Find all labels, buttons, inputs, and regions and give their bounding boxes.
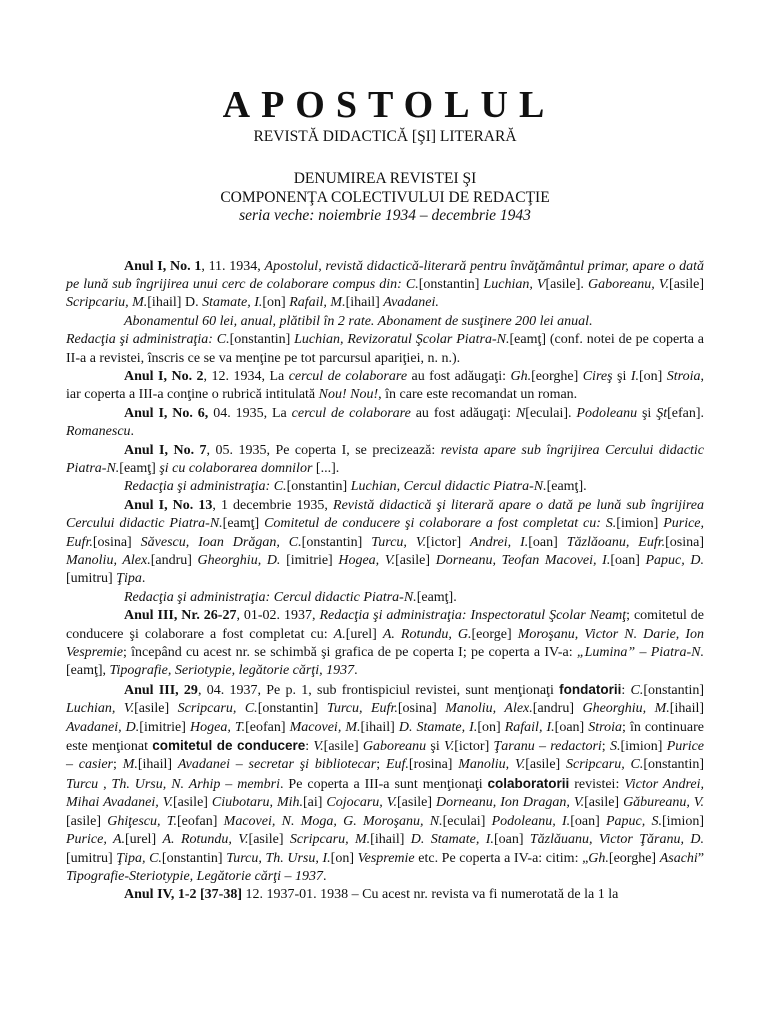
- entry-label: Anul III, Nr. 26-27: [124, 608, 237, 624]
- entry-paragraph: Anul I, No. 1, 11. 1934, Apostolul, revistă didactică-literară pentru învăţământul primar, apare o dată pe lună sub îngrijirea unui cerc de colaborare compus din: C.[onstantin] Luchian, V[asile]. Gaboreanu, V.[asile] Scripcariu, M.[ihail] D. Stamate, I.[on] Rafail, M.[ihail] Avadanei.: [66, 258, 705, 311]
- entry-paragraph: Redacţia şi administraţia: Cercul didactic Piatra-N.[eamţ].: [124, 589, 457, 605]
- heading-line-2: COMPONENŢA COLECTIVULUI DE REDACŢIE: [220, 188, 550, 206]
- entry-label: Anul IV, 1-2 [37-38]: [124, 887, 242, 903]
- collaborators-label: colaboratorii: [487, 775, 570, 791]
- entry-paragraph: Anul III, 29, 04. 1937, Pe p. 1, sub frontispiciul revistei, sunt menţionaţi fondatorii: C.[onstantin] Luchian, V.[asile] Scripcaru, C.[onstantin] Turcu, Eufr.[osina] Manoliu, Alex.[andru] Gheorghiu, M.[ihail] Avadanei, D.[imitrie] Hogea, T.[eofan] Macovei, M.[ihail] D. Stamate, I.[on] Rafail, I.[oan] Stroia; în continuare este menţionat comitetul de conducere: V.[asile] Gaboreanu şi V.[ictor] Ţaranu – redactori; S.[imion] Purice – casier; M.[ihail] Avadanei – secretar şi bibliotecar; Euf.[rosina] Manoliu, V.[asile] Scripcaru, C.[onstantin] Turcu , Th. Ursu, N. Arhip – membri. Pe coperta a III-a sunt menţionaţi colaboratorii revistei: Victor Andrei, Mihai Avadanei, V.[asile] Ciubotaru, Mih.[ai] Cojocaru, V.[asile] Dorneanu, Ion Dragan, V.[asile] Găbureanu, V.[asile] Ghiţescu, T.[eofan] Macovei, N. Moga, G. Moroşanu, N.[eculai] Podoleanu, I.[oan] Papuc, S.[imion] Purice, A.[urel] A. Rotundu, V.[asile] Scripcaru, M.[ihail] D. Stamate, I.[oan] Tăzlăuanu, Victor Ţăranu, D.[umitru] Ţipa, C.[onstantin] Turcu, Th. Ursu, I.[on] Vespremie etc. Pe coperta a IV-a: citim: „Gh.[eorghe] Asachi” Tipografie-Steriotypie, Legătorie cărţi – 1937.: [66, 681, 705, 884]
- founders-label: fondatorii: [559, 681, 622, 697]
- entry-paragraph: Anul IV, 1-2 [37-38] 12. 1937-01. 1938 – Cu acest nr. revista va fi numerotată de la 1 la: [124, 887, 619, 903]
- entry-label: Anul I, No. 13: [124, 497, 213, 513]
- entry-paragraph: Redacţia şi administraţia: C.[onstantin] Luchian, Cercul didactic Piatra-N.[eamţ].: [124, 479, 587, 495]
- entry-paragraph: Anul I, No. 6, 04. 1935, La cercul de colaborare au fost adăugaţi: N[eculai]. Podoleanu şi Şt[efan]. Romanescu.: [66, 405, 705, 440]
- journal-subtitle: REVISTĂ DIDACTICĂ [ŞI] LITERARĂ: [253, 128, 517, 145]
- entry-label: Anul III, 29: [124, 682, 198, 698]
- entry-paragraph: Redacţia şi administraţia: C.[onstantin] Luchian, Revizoratul Şcolar Piatra-N.[eamţ] (conf. notei de pe coperta a II-a a revistei, înscris ce se va menţine pe tot parcursul apariţiei, n. n.).: [66, 332, 705, 366]
- entry-label: Anul I, No. 6,: [124, 405, 209, 421]
- heading-line-1: DENUMIREA REVISTEI ŞI: [293, 170, 477, 187]
- entry-paragraph: Anul I, No. 2, 12. 1934, La cercul de colaborare au fost adăugaţi: Gh.[eorghe] Cireş şi I.[on] Stroia, iar coperta a III-a conţine o rubrică intitulată Nou! Nou!, în care este recomandat un roman.: [66, 368, 705, 403]
- entry-label: Anul I, No. 2: [124, 368, 204, 384]
- entry-paragraph: Anul III, Nr. 26-27, 01-02. 1937, Redacţia şi administraţia: Inspectoratul Şcolar Neamţ; comitetul de conducere şi colaborare a fost completat cu: A.[urel] A. Rotundu, G.[eorge] Moroşanu, Victor N. Darie, Ion Vespremie; începând cu acest nr. se schimbă şi grafica de pe coperta I; pe coperta a IV-a: „Lumina” – Piatra-N.[eamţ], Tipografie, Seriotypie, legătorie cărţi, 1937.: [66, 608, 705, 679]
- entry-paragraph: Anul I, No. 13, 1 decembrie 1935, Revistă didactică şi literară apare o dată pe lună sub îngrijirea Cercului didactic Piatra-N.[eamţ] Comitetul de conducere şi colaborare a fost completat cu: S.[imion] Purice, Eufr.[osina] Săvescu, Ioan Drăgan, C.[onstantin] Turcu, V.[ictor] Andrei, I.[oan] Tăzlăoanu, Eufr.[osina] Manoliu, Alex.[andru] Gheorghiu, D. [imitrie] Hogea, V.[asile] Dorneanu, Teofan Macovei, I.[oan] Papuc, D.[umitru] Ţipa.: [66, 497, 705, 587]
- entry-label: Anul I, No. 7: [124, 442, 207, 458]
- journal-title: APOSTOLUL: [222, 84, 556, 126]
- committee-label: comitetul de conducere: [152, 738, 306, 754]
- document-body: [66, 258, 704, 905]
- entry-paragraph: Anul I, No. 7, 05. 1935, Pe coperta I, se precizează: revista apare sub îngrijirea Cercului didactic Piatra-N.[eamţ] şi cu colaborarea domnilor [...].: [66, 442, 704, 476]
- series-dates: seria veche: noiembrie 1934 – decembrie 1943: [239, 207, 531, 224]
- entry-label: Anul I, No. 1: [124, 258, 202, 274]
- entry-paragraph: Abonamentul 60 lei, anual, plătibil în 2 rate. Abonament de susţinere 200 lei anual.: [124, 313, 593, 329]
- section-heading: [66, 170, 704, 226]
